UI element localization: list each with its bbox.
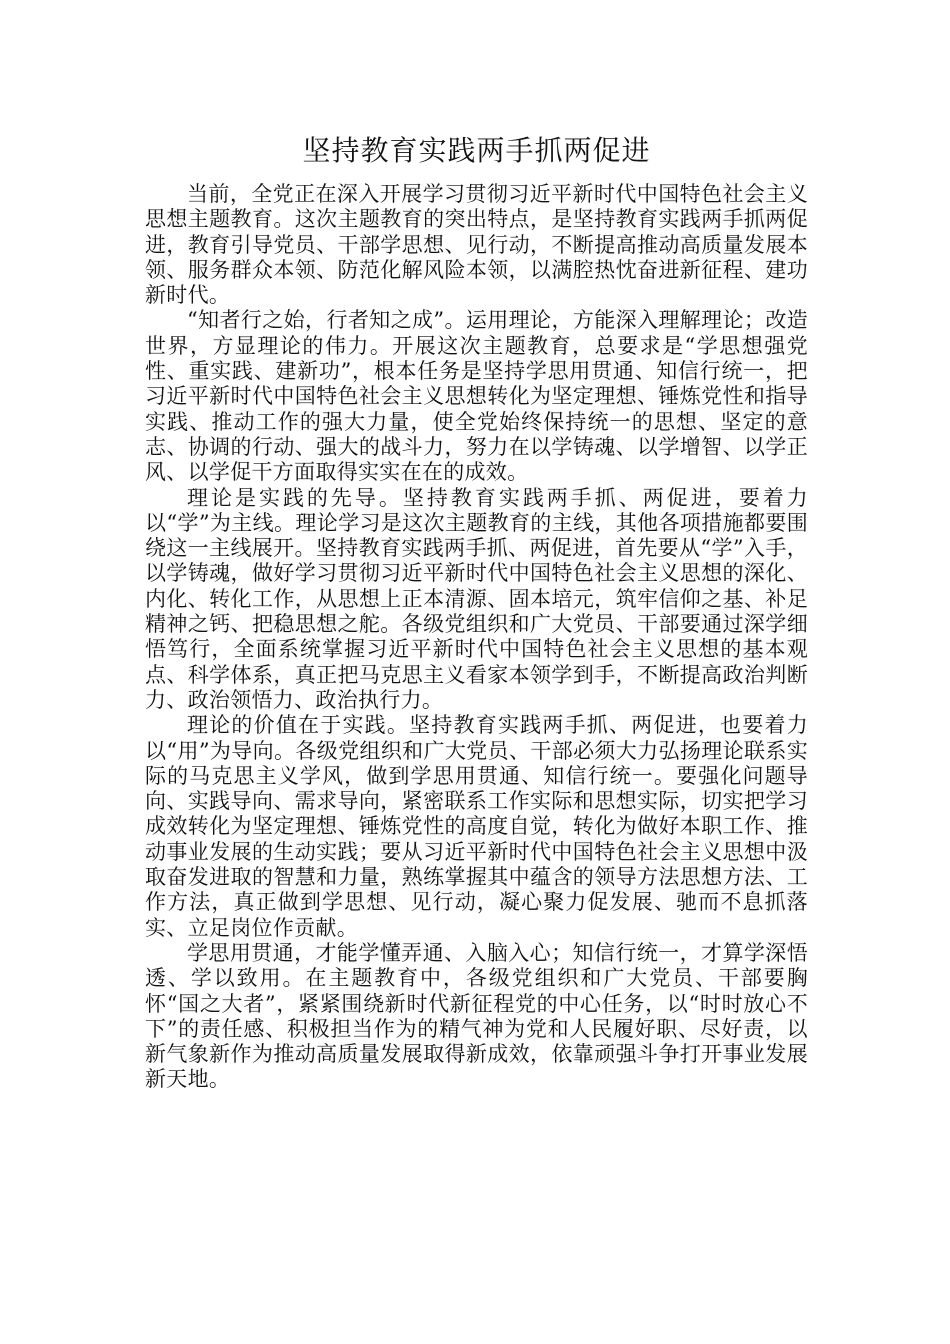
paragraph-1: 当前，全党正在深入开展学习贯彻习近平新时代中国特色社会主义思想主题教育。这次主题教育的突出特点，是坚持教育实践两手抓两促进，教育引导党员、干部学思想、见行动，不断提高推动高质量发展本领、服务群众本领、防范化解风险本领，以满腔热忱奋进新征程、建功新时代。 [145,182,808,308]
paragraph-3: 理论是实践的先导。坚持教育实践两手抓、两促进，要着力以“学”为主线。理论学习是这次主题教育的主线，其他各项措施都要围绕这一主线展开。坚持教育实践两手抓、两促进，首先要从“学”入手，以学铸魂，做好学习贯彻习近平新时代中国特色社会主义思想的深化、内化、转化工作，从思想上正本清源、固本培元，筑牢信仰之基、补足精神之钙、把稳思想之舵。各级党组织和广大党员、干部要通过深学细悟笃行，全面系统掌握习近平新时代中国特色社会主义思想的基本观点、科学体系，真正把马克思主义看家本领学到手，不断提高政治判断力、政治领悟力、政治执行力。 [145,485,808,712]
document-body [145,132,808,1093]
paragraph-2: “知者行之始，行者知之成”。运用理论，方能深入理解理论；改造世界，方显理论的伟力。开展这次主题教育，总要求是“学思想强党性、重实践、建新功”，根本任务是坚持学思用贯通、知信行统一，把习近平新时代中国特色社会主义思想转化为坚定理想、锤炼党性和指导实践、推动工作的强大力量，使全党始终保持统一的思想、坚定的意志、协调的行动、强大的战斗力，努力在以学铸魂、以学增智、以学正风、以学促干方面取得实实在在的成效。 [145,308,808,485]
paragraph-4: 理论的价值在于实践。坚持教育实践两手抓、两促进，也要着力以“用”为导向。各级党组织和广大党员、干部必须大力弘扬理论联系实际的马克思主义学风，做到学思用贯通、知信行统一。要强化问题导向、实践导向、需求导向，紧密联系工作实际和思想实际，切实把学习成效转化为坚定理想、锤炼党性的高度自觉，转化为做好本职工作、推动事业发展的生动实践；要从习近平新时代中国特色社会主义思想中汲取奋发进取的智慧和力量，熟练掌握其中蕴含的领导方法思想方法、工作方法，真正做到学思想、见行动，凝心聚力促发展、驰而不息抓落实、立足岗位作贡献。 [145,713,808,940]
paragraph-5: 学思用贯通，才能学懂弄通、入脑入心；知信行统一，才算学深悟透、学以致用。在主题教育中，各级党组织和广大党员、干部要胸怀“国之大者”，紧紧围绕新时代新征程党的中心任务，以“时时放心不下”的责任感、积极担当作为的精气神为党和人民履好职、尽好责，以新气象新作为推动高质量发展取得新成效，依靠顽强斗争打开事业发展新天地。 [145,940,808,1092]
document-title: 坚持教育实践两手抓两促进 [302,134,651,167]
